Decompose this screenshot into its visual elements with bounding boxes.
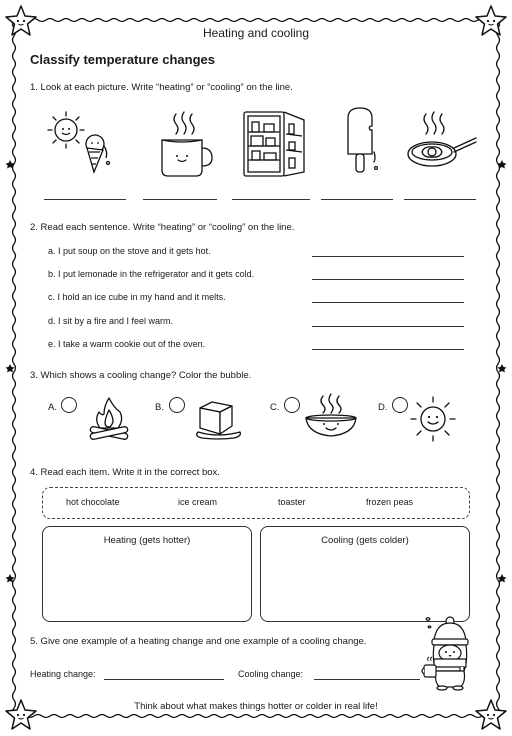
- star-icon: [498, 364, 507, 373]
- cooling-box-title: Cooling (gets colder): [321, 535, 409, 546]
- sentence-e: e. I take a warm cookie out of the oven.: [48, 339, 206, 349]
- answer-line[interactable]: [321, 199, 393, 200]
- word-bank-item: hot chocolate: [66, 497, 120, 507]
- heating-change-label: Heating change:: [30, 669, 96, 679]
- ice-cube-icon: [190, 396, 246, 442]
- word-bank-item: toaster: [278, 497, 306, 507]
- answer-line[interactable]: [312, 349, 464, 350]
- question-5-prompt: 5. Give one example of a heating change and one example of a cooling change.: [30, 636, 367, 647]
- question-2-prompt: 2. Read each sentence. Write “heating” or “cooling” on the line.: [30, 222, 295, 233]
- question-3-prompt: 3. Which shows a cooling change? Color the bubble.: [30, 370, 252, 381]
- answer-line[interactable]: [312, 302, 464, 303]
- frying-pan-egg-icon: [404, 108, 480, 178]
- option-c-bubble[interactable]: [284, 397, 300, 413]
- answer-line[interactable]: [404, 199, 476, 200]
- sun-icon: [408, 394, 458, 444]
- answer-line[interactable]: [312, 279, 464, 280]
- worksheet-subtitle: Classify temperature changes: [30, 52, 215, 67]
- word-bank-item: frozen peas: [366, 497, 414, 507]
- sun-and-melting-ice-cream-icon: [40, 108, 120, 180]
- word-bank-item: ice cream: [178, 497, 218, 507]
- hot-mug-icon: [152, 108, 216, 180]
- sentence-d: d. I sit by a fire and I feel warm.: [48, 316, 174, 326]
- sentence-c: c. I hold an ice cube in my hand and it melts.: [48, 292, 226, 302]
- option-c-label: C.: [270, 402, 280, 413]
- answer-line[interactable]: [312, 326, 464, 327]
- option-b-label: B.: [155, 402, 164, 413]
- star-icon: [6, 364, 15, 373]
- penguin-with-cocoa-icon: [420, 615, 480, 691]
- answer-line[interactable]: [232, 199, 310, 200]
- answer-line[interactable]: [312, 256, 464, 257]
- sentence-b: b. I put lemonade in the refrigerator and it gets cold.: [48, 269, 255, 279]
- heating-box[interactable]: [42, 526, 252, 622]
- option-a-label: A.: [48, 402, 57, 413]
- heating-change-answer-line[interactable]: [104, 679, 224, 680]
- footer-tip: Think about what makes things hotter or colder in real life!: [134, 701, 378, 712]
- popsicle-icon: [336, 104, 386, 180]
- sentence-a: a. I put soup on the stove and it gets hot.: [48, 246, 211, 256]
- question-4-prompt: 4. Read each item. Write it in the correct box.: [30, 467, 220, 478]
- cooling-change-label: Cooling change:: [238, 669, 304, 679]
- hot-soup-bowl-icon: [302, 392, 360, 442]
- heating-box-title: Heating (gets hotter): [103, 535, 191, 546]
- cooling-box[interactable]: [260, 526, 470, 622]
- question-1-prompt: 1. Look at each picture. Write “heating” or “cooling” on the line.: [30, 82, 293, 93]
- page-title: Heating and cooling: [202, 26, 310, 40]
- option-b-bubble[interactable]: [169, 397, 185, 413]
- campfire-icon: [84, 394, 134, 444]
- answer-line[interactable]: [143, 199, 217, 200]
- option-d-label: D.: [378, 402, 388, 413]
- cooling-change-answer-line[interactable]: [314, 679, 420, 680]
- refrigerator-icon: [238, 108, 312, 182]
- option-d-bubble[interactable]: [392, 397, 408, 413]
- option-a-bubble[interactable]: [61, 397, 77, 413]
- answer-line[interactable]: [44, 199, 126, 200]
